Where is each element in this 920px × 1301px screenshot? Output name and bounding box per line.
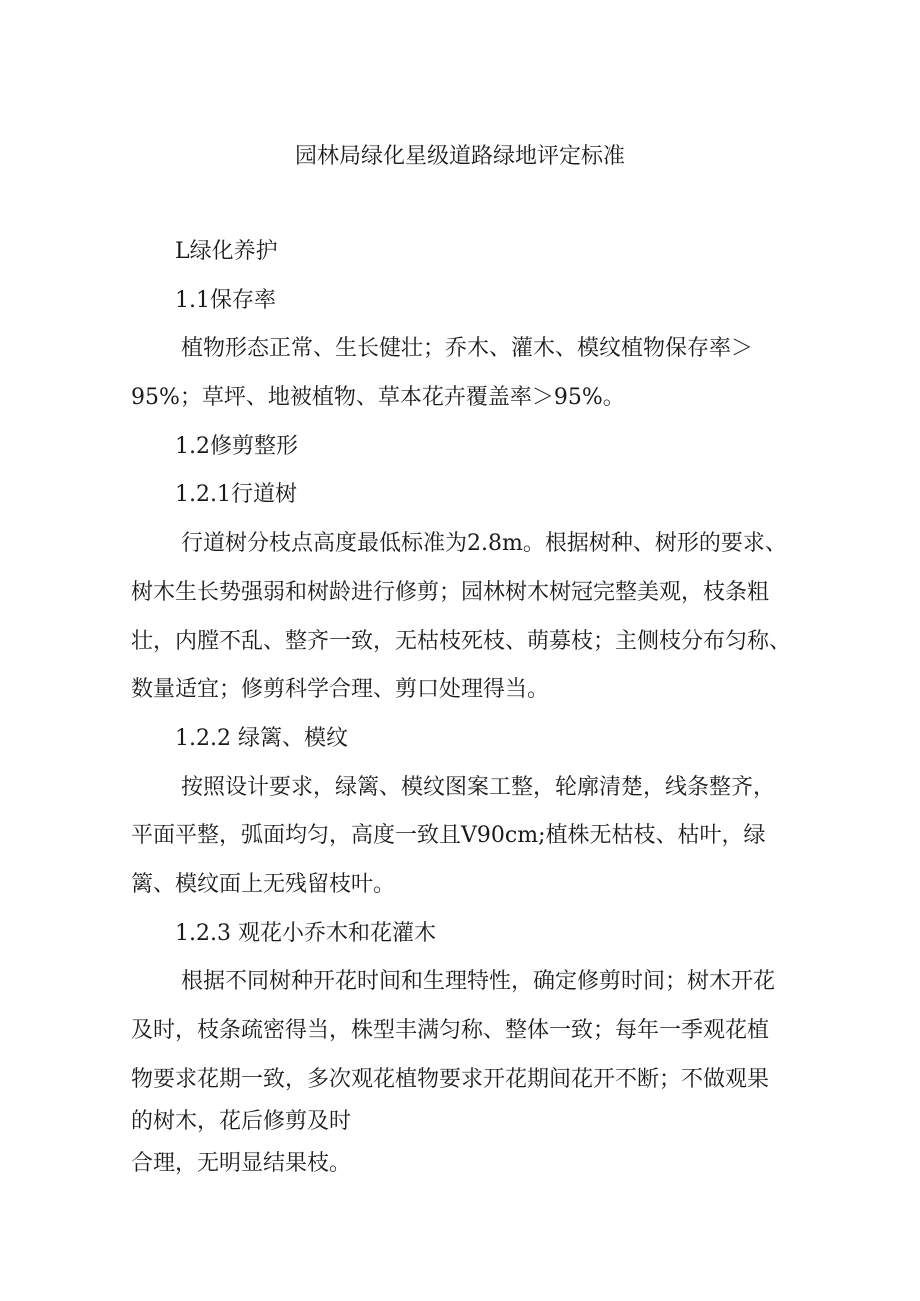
document-title: 园林局绿化星级道路绿地评定标准 <box>294 144 625 169</box>
subsection-heading: 1.1保存率 <box>175 287 276 313</box>
paragraph-line: 数量适宜；修剪科学合理、剪口处理得当。 <box>131 677 550 703</box>
paragraph-line: 的树木，花后修剪及时 <box>131 1109 352 1135</box>
document-body <box>131 228 831 1188</box>
subsection-heading: 1.2修剪整形 <box>175 433 298 459</box>
paragraph-line: 树木生长势强弱和树龄进行修剪；园林树木树冠完整美观，枝条粗 <box>131 579 770 605</box>
paragraph-line: 篱、模纹面上无残留枝叶。 <box>131 871 396 897</box>
paragraph-line: 合理，无明显结果枝。 <box>131 1151 352 1177</box>
subsubsection-heading: 1.2.3 观花小乔木和花灌木 <box>175 920 436 946</box>
paragraph-line: 行道树分枝点高度最低标准为2.8m。根据树种、树形的要求、 <box>181 531 787 557</box>
paragraph-line: 及时，枝条疏密得当，株型丰满匀称、整体一致；每年一季观花植 <box>131 1018 770 1043</box>
paragraph-line: 95%；草坪、地被植物、草本花卉覆盖率＞95%。 <box>131 385 625 411</box>
paragraph-line: 植物形态正常、生长健壮；乔木、灌木、模纹植物保存率＞ <box>181 336 754 362</box>
paragraph-line: 按照设计要求，绿篱、模纹图案工整，轮廓清楚，线条整齐， <box>181 774 776 800</box>
paragraph-line: 壮，内膛不乱、整齐一致，无枯枝死枝、萌募枝；主侧枝分布匀称、 <box>131 628 792 654</box>
paragraph-line: 根据不同树种开花时间和生理特性，确定修剪时间；树木开花 <box>181 969 776 995</box>
subsubsection-heading: 1.2.1行道树 <box>175 482 297 508</box>
paragraph-line: 物要求花期一致，多次观花植物要求开花期间花开不断；不做观果 <box>131 1066 770 1092</box>
subsubsection-heading: 1.2.2 绿篱、模纹 <box>175 725 348 751</box>
section-heading: L绿化养护 <box>175 239 278 264</box>
paragraph-line: 平面平整，弧面均匀，高度一致且V90cm;植株无枯枝、枯叶，绿 <box>131 823 766 849</box>
